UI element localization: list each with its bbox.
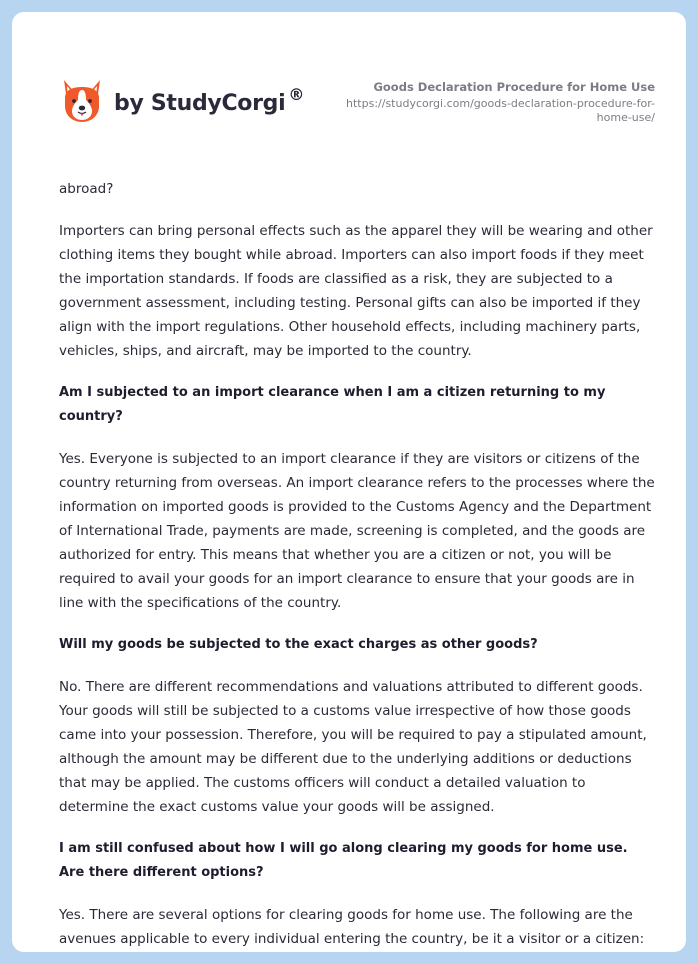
question-clearing-options: I am still confused about how I will go along clearing my goods for home use. Are there different options? — [59, 841, 628, 880]
document-meta — [325, 80, 655, 125]
page-header — [12, 12, 686, 162]
answer-clearing-options: Yes. There are several options for clearing goods for home use. The following are the avenues applicable to every individual entering the country, be it a visitor or a citizen: — [59, 907, 645, 947]
document-title: Goods Declaration Procedure for Home Use — [373, 80, 655, 94]
document-page — [12, 12, 686, 952]
answer-import-clearance: Yes. Everyone is subjected to an import clearance if they are visitors or citizens of the country returning from overseas. An import clearance refers to the processes where the information on imported goods is provided to the Customs Agency and the Department of International Trade, payments are made, screening is completed, and the goods are authorized for entry. This means that whether you are a citizen or not, you will be required to avail your goods for an import clearance to ensure that your goods are in line with the specifications of the country. — [59, 451, 655, 611]
brand-name: by StudyCorgi ® — [114, 84, 305, 116]
paragraph-personal-effects: Importers can bring personal effects such as the apparel they will be wearing and other clothing items they bought while abroad. Importers can also import foods if they meet the importation standards. If foods are classified as a risk, they are subjected to a government assessment, including testing. Personal gifts can also be imported if they align with the import regulations. Other household effects, including machinery parts, vehicles, ships, and aircraft, may be imported to the country. — [59, 223, 653, 359]
question-exact-charges: Will my goods be subjected to the exact charges as other goods? — [59, 637, 538, 652]
document-url[interactable]: https://studycorgi.com/goods-declaration-procedure-for-home-use/ — [346, 97, 655, 124]
corgi-icon — [60, 76, 104, 124]
studycorgi-logo[interactable] — [60, 76, 304, 124]
question-import-clearance: Am I subjected to an import clearance when I am a citizen returning to my country? — [59, 385, 606, 424]
answer-exact-charges: No. There are different recommendations and valuations attributed to different goods. Your goods will still be subjected to a customs value irrespective of how those goods came into your possession. Therefore, you will be required to pay a stipulated amount, although the amount may be different due to the underlying additions or deductions that may be applied. The customs officers will conduct a detailed valuation to determine the exact customs value your goods will be assigned. — [59, 679, 647, 815]
document-body — [59, 177, 656, 952]
registered-mark: ® — [288, 84, 305, 104]
intro-fragment: abroad? — [59, 181, 114, 197]
